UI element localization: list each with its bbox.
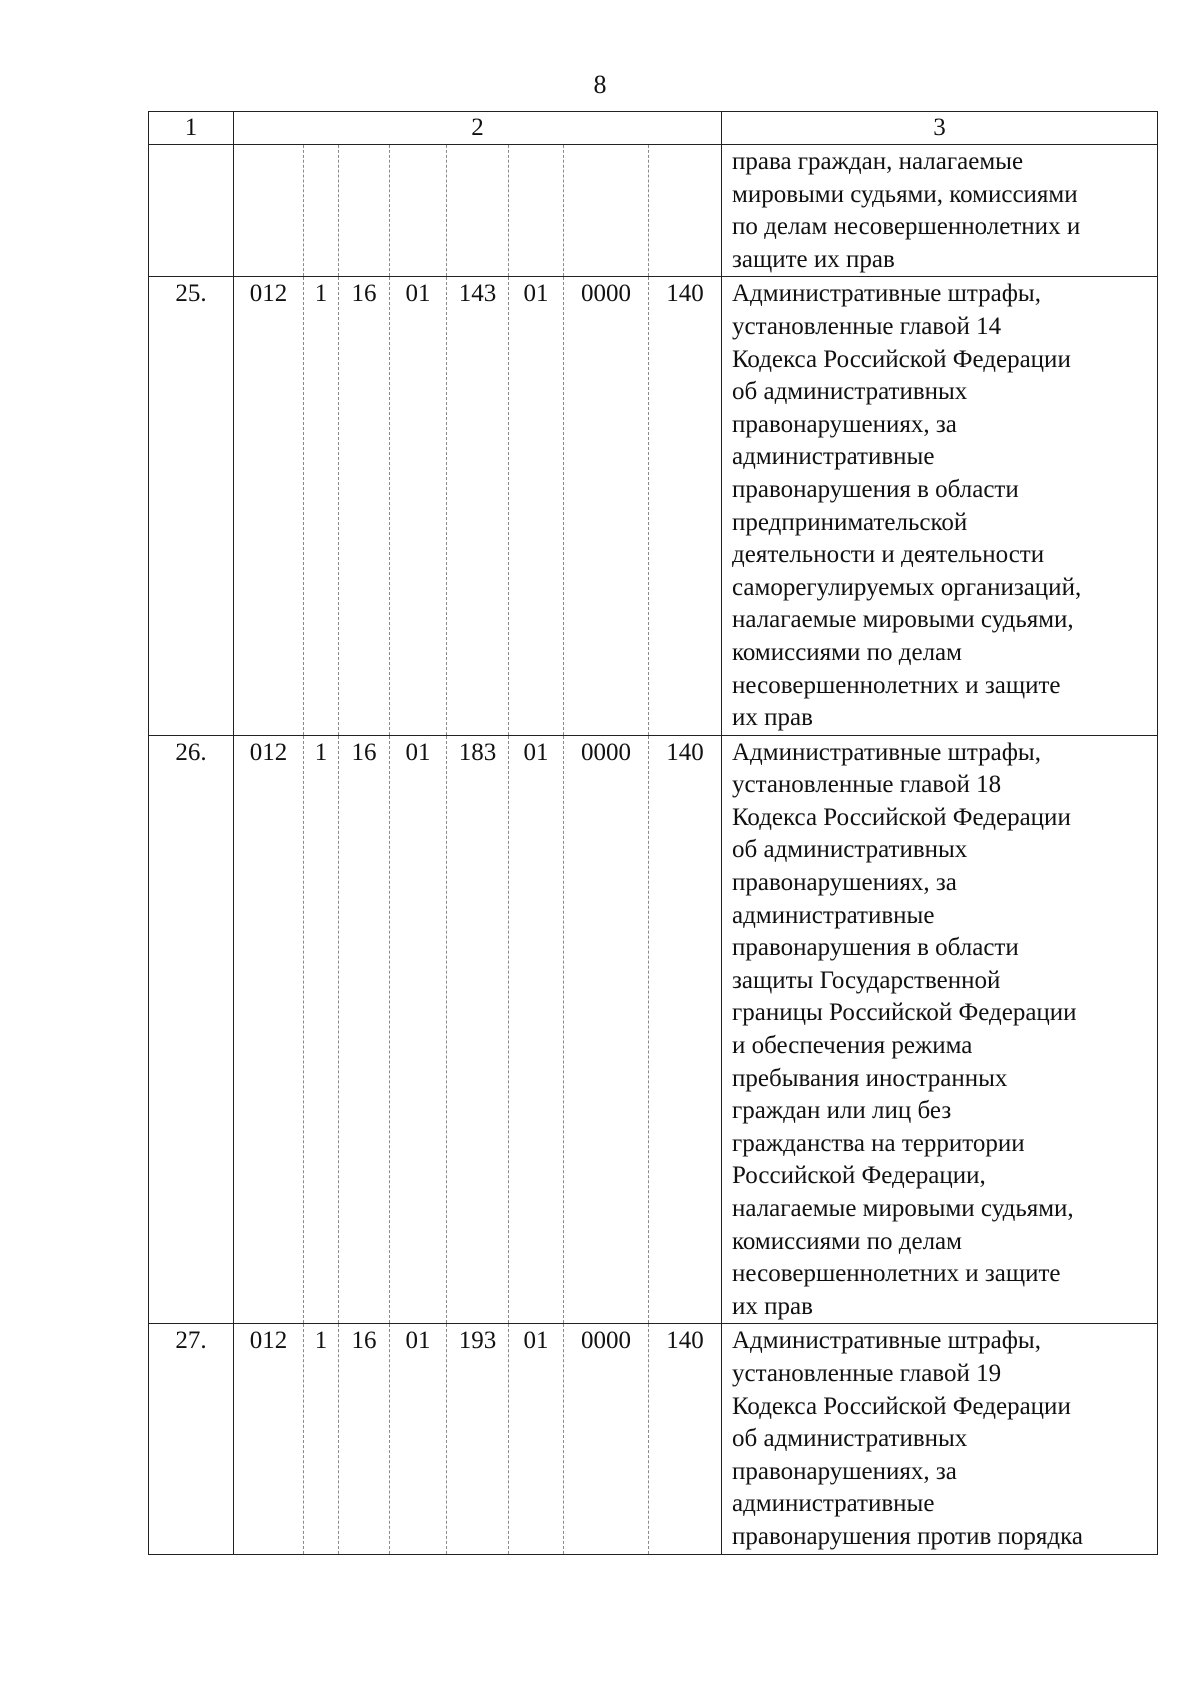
description-line: Российской Федерации, [732,1162,986,1190]
description-line: Кодекса Российской Федерации [732,345,1071,373]
code-segment-3: 16 [339,277,390,735]
code-segment-3: 16 [339,735,390,1324]
description-line: Административные штрафы, [732,738,1041,766]
description-line: Кодекса Российской Федерации [732,803,1071,831]
row-number: 27. [149,1324,234,1554]
code-segment-8: 140 [649,277,722,735]
code-segment-3: 16 [339,1324,390,1554]
description-line: об административных [732,1425,968,1453]
code-segment-1: 012 [234,735,304,1324]
description-line: правонарушения в области [732,934,1019,962]
description-line: права граждан, налагаемые [732,148,1024,175]
row-description [722,1324,1158,1554]
code-segment-8 [649,145,722,277]
code-segment-4: 01 [390,735,447,1324]
code-segment-6: 01 [509,735,564,1324]
header-col-3: 3 [722,112,1158,145]
table-row [149,277,1158,735]
description-line: установленные главой 19 [732,1359,1002,1387]
description-line: саморегулируемых организаций, [732,573,1082,601]
description-line: установленные главой 14 [732,312,1002,340]
description-line: административные [732,443,935,471]
code-segment-7: 0000 [564,1324,649,1554]
code-segment-1 [234,145,304,277]
description-line: их прав [732,704,813,732]
description-line: границы Российской Федерации [732,999,1077,1027]
header-col-2: 2 [234,112,722,145]
code-segment-2: 1 [304,735,339,1324]
code-segment-4: 01 [390,1324,447,1554]
description-line: об административных [732,378,968,406]
table-row [149,145,1158,277]
description-line: правонарушения в области [732,475,1019,503]
code-segment-1: 012 [234,277,304,735]
description-line: Административные штрафы, [732,280,1041,308]
code-segment-5: 183 [447,735,509,1324]
code-segment-2: 1 [304,277,339,735]
row-description [722,277,1158,735]
description-line: защиты Государственной [732,966,1001,994]
code-segment-2: 1 [304,1324,339,1554]
description-line: установленные главой 18 [732,771,1002,799]
code-segment-8: 140 [649,735,722,1324]
row-number [149,145,234,277]
description-line: защите их прав [732,245,895,273]
description-line: налагаемые мировыми судьями, [732,1195,1074,1222]
code-segment-6: 01 [509,277,564,735]
description-line: гражданства на территории [732,1129,1025,1157]
description-line: об административных [732,836,968,864]
description-line: граждан или лиц без [732,1097,952,1125]
description-line: правонарушениях, за [732,1457,957,1485]
description-line: административные [732,901,935,929]
code-segment-5: 143 [447,277,509,735]
description-line: комиссиями по делам [732,638,962,666]
header-col-1: 1 [149,112,234,145]
code-segment-1: 012 [234,1324,304,1554]
row-number: 26. [149,735,234,1324]
description-line: и обеспечения режима [732,1032,973,1060]
code-segment-5 [447,145,509,277]
code-segment-7: 0000 [564,277,649,735]
description-line: пребывания иностранных [732,1064,1008,1092]
description-line: мировыми судьями, комиссиями [732,180,1078,208]
code-segment-7: 0000 [564,735,649,1324]
description-line: предпринимательской [732,508,968,536]
row-number: 25. [149,277,234,735]
description-line: правонарушениях, за [732,410,957,438]
code-segment-2 [304,145,339,277]
description-line: деятельности и деятельности [732,541,1045,569]
description-line: налагаемые мировыми судьями, [732,606,1074,634]
code-segment-4 [390,145,447,277]
description-line: Кодекса Российской Федерации [732,1392,1071,1420]
description-line: правонарушениях, за [732,869,957,897]
code-segment-6 [509,145,564,277]
description-line: комиссиями по делам [732,1227,962,1255]
description-line: по делам несовершеннолетних и [732,213,1081,241]
table-row [149,735,1158,1324]
code-segment-5: 193 [447,1324,509,1554]
budget-codes-table [148,111,1158,1555]
description-line: правонарушения против порядка [732,1522,1083,1550]
description-line: несовершеннолетних и защите [732,1260,1061,1288]
page-number: 8 [593,70,607,99]
table-header-row [149,112,1158,145]
description-line: Административные штрафы, [732,1327,1041,1355]
code-segment-4: 01 [390,277,447,735]
code-segment-3 [339,145,390,277]
code-segment-8: 140 [649,1324,722,1554]
table-row [149,1324,1158,1554]
row-description [722,735,1158,1324]
row-description [722,145,1158,277]
code-segment-7 [564,145,649,277]
description-line: административные [732,1490,935,1518]
code-segment-6: 01 [509,1324,564,1554]
description-line: их прав [732,1292,813,1320]
description-line: несовершеннолетних и защите [732,671,1061,699]
